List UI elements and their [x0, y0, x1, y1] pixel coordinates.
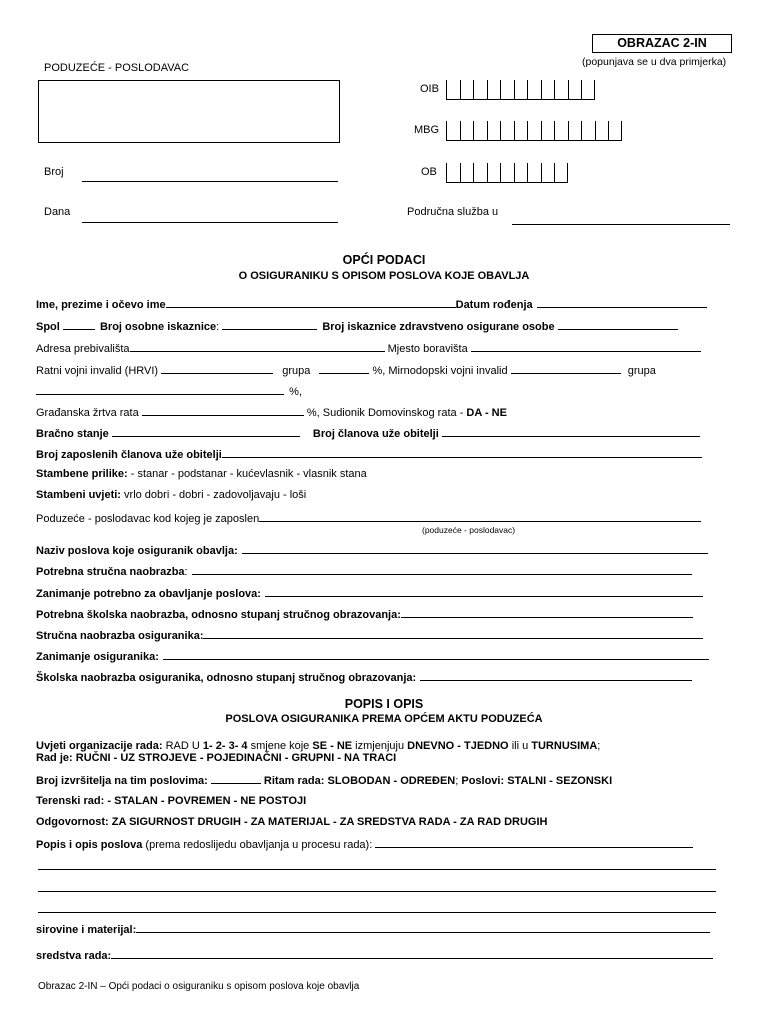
sirovine-label: sirovine i materijal: — [36, 924, 137, 936]
poduzece-field[interactable] — [259, 511, 701, 522]
zaposleni-field[interactable] — [222, 447, 702, 458]
section2-title: POPIS I OPIS — [344, 697, 424, 711]
form-code: OBRAZAC 2-IN — [617, 36, 707, 50]
poslovi-sep: ; — [455, 775, 459, 787]
rad-u: RAD U — [165, 740, 200, 752]
odgovornost-value[interactable]: ZA SIGURNOST DRUGIH - ZA MATERIJAL - ZA SREDSTVA RADA - ZA RAD DRUGIH — [111, 816, 548, 828]
boraviste-field[interactable] — [471, 341, 701, 352]
pct1-label: %, Mirnodopski vojni invalid — [372, 365, 508, 377]
ili-u: ili u — [511, 740, 529, 752]
skolska-osig-label: Školska naobrazba osiguranika, odnosno stupanj stručnog obrazovanja: — [36, 672, 417, 684]
spol-field[interactable] — [63, 319, 95, 330]
bracno-label: Bračno stanje — [36, 428, 109, 440]
datum-field[interactable] — [537, 297, 707, 308]
popis-field[interactable] — [375, 837, 693, 848]
row-terenski — [36, 795, 306, 807]
osobna-field[interactable] — [222, 319, 317, 330]
zanimanje-osig-field[interactable] — [163, 649, 709, 660]
dnevno-tjedno[interactable]: DNEVNO - TJEDNO — [407, 740, 509, 752]
adresa-label: Adresa prebivališta — [36, 343, 130, 355]
datum-label: Datum rođenja — [455, 299, 533, 311]
civil-label: Građanska žrtva rata — [36, 407, 139, 419]
uvjeti-rada-label: Uvjeti organizacije rada: — [36, 740, 163, 752]
zaposleni-label: Broj zaposlenih članova uže obitelji — [36, 449, 222, 461]
osobna-colon: : — [216, 321, 220, 333]
poduzece-note: (poduzeće - poslodavac) — [422, 525, 516, 535]
rvi-field[interactable] — [161, 363, 273, 374]
strucna-osig-field[interactable] — [203, 628, 703, 639]
potrebna-skolska-label: Potrebna školska naobrazba, odnosno stupanj stručnog obrazovanja: — [36, 609, 401, 621]
row-skolska-osig — [36, 670, 692, 684]
grupa2-field[interactable] — [36, 384, 284, 395]
bracno-field[interactable] — [112, 426, 300, 437]
row-potrebna-strucna — [36, 564, 692, 578]
popis-line-3[interactable] — [38, 912, 716, 913]
osobna-label: Broj osobne iskaznice — [99, 321, 217, 333]
ime-label: Ime, prezime i očevo ime — [36, 299, 166, 311]
row-ime — [36, 297, 707, 311]
poslovi-value[interactable]: STALNI - SEZONSKI — [507, 775, 613, 787]
mvi-field[interactable] — [511, 363, 621, 374]
terenski-value[interactable]: - STALAN - POVREMEN - NE POSTOJI — [107, 795, 307, 807]
copies-note: (popunjava se u dva primjerka) — [582, 56, 727, 68]
naziv-field[interactable] — [242, 543, 708, 554]
row-spol — [36, 319, 678, 333]
row-stambene — [36, 468, 367, 480]
row-popis — [36, 837, 693, 851]
row-uvjeti — [36, 489, 306, 501]
uvjeti-label: Stambeni uvjeti: — [36, 489, 121, 501]
izvrsitelja-label: Broj izvršitelja na tim poslovima: — [36, 775, 208, 787]
row-uvjeti-rada — [36, 740, 600, 752]
row-izvrsitelja — [36, 773, 612, 787]
civil-field[interactable] — [142, 405, 304, 416]
oib-label: OIB — [420, 83, 439, 95]
semicolon: ; — [597, 740, 601, 752]
turnusima[interactable]: TURNUSIMA — [531, 740, 598, 752]
poduzece-label: Poduzeće - poslodavac kod kojeg je zaposlen — [36, 513, 260, 525]
ime-field[interactable] — [166, 297, 456, 308]
dana-label: Dana — [44, 206, 71, 218]
row-strucna-osig — [36, 628, 703, 642]
zdravstvena-label: Broj iskaznice zdravstveno osigurane osobe — [322, 321, 555, 333]
potrebna-strucna-colon: : — [184, 566, 188, 578]
zanimanje-osig-label: Zanimanje osiguranika: — [36, 651, 159, 663]
rad-je-label: Rad je: — [36, 752, 73, 764]
zanimanje-potrebno-field[interactable] — [265, 586, 703, 597]
izvrsitelja-field[interactable] — [211, 773, 261, 784]
boraviste-label: Mjesto boravišta — [387, 343, 468, 355]
row-civil — [36, 405, 507, 419]
strucna-osig-label: Stručna naobrazba osiguranika: — [36, 630, 204, 642]
section2-subtitle: POSLOVA OSIGURANIKA PREMA OPĆEM AKTU PODUZEĆA — [225, 713, 543, 725]
office-field[interactable] — [512, 224, 730, 225]
sudionik-da-ne[interactable]: DA - NE — [466, 407, 507, 419]
broj-label: Broj — [44, 166, 64, 178]
dana-field[interactable] — [82, 222, 338, 223]
potrebna-strucna-label: Potrebna stručna naobrazba — [36, 566, 185, 578]
sudionik-label: %, Sudionik Domovinskog rata - — [306, 407, 464, 419]
employer-box[interactable] — [38, 80, 340, 143]
broj-field[interactable] — [82, 181, 338, 182]
smjene-nums[interactable]: 1- 2- 3- 4 — [202, 740, 248, 752]
ob-label: OB — [421, 166, 437, 178]
se-ne[interactable]: SE - NE — [312, 740, 353, 752]
row-rad-je — [36, 752, 396, 764]
potrebna-skolska-field[interactable] — [401, 607, 693, 618]
stambene-value[interactable]: - stanar - podstanar - kućevlasnik - vlasnik stana — [130, 468, 367, 480]
rad-je-value[interactable]: RUČNI - UZ STROJEVE - POJEDINAČNI - GRUPNI - NA TRACI — [75, 752, 397, 764]
oib-boxes[interactable] — [446, 80, 595, 100]
sredstva-field[interactable] — [111, 948, 713, 959]
ritam-label: Ritam rada: — [263, 775, 325, 787]
popis-note: (prema redoslijedu obavljanja u procesu rada): — [145, 839, 373, 851]
form-code-box — [592, 34, 732, 53]
sirovine-field[interactable] — [136, 922, 710, 933]
mbg-label: MBG — [414, 124, 440, 136]
clanovi-label: Broj članova uže obitelji — [312, 428, 439, 440]
zanimanje-potrebno-label: Zanimanje potrebno za obavljanje poslova: — [36, 588, 261, 600]
ritam-value[interactable]: SLOBODAN - ODREĐEN — [327, 775, 456, 787]
stambene-label: Stambene prilike: — [36, 468, 128, 480]
footer-text: Obrazac 2-IN – Opći podaci o osiguraniku s opisom poslova koje obavlja — [38, 981, 360, 992]
rvi-label: Ratni vojni invalid (HRVI) — [36, 365, 159, 377]
popis-line-1[interactable] — [38, 869, 716, 870]
potrebna-strucna-field[interactable] — [192, 564, 692, 575]
office-label: Područna služba u — [407, 206, 499, 218]
row-sredstva — [36, 948, 713, 962]
terenski-label: Terenski rad: — [36, 795, 105, 807]
row-zaposleni — [36, 447, 702, 461]
smjene: smjene koje — [250, 740, 310, 752]
izmjenjuju: izmjenjuju — [355, 740, 405, 752]
row-naziv — [36, 543, 708, 557]
section1-subtitle: O OSIGURANIKU S OPISOM POSLOVA KOJE OBAVLJA — [238, 270, 530, 282]
skolska-osig-field[interactable] — [420, 670, 692, 681]
popis-label: Popis i opis poslova — [36, 839, 143, 851]
odgovornost-label: Odgovornost: — [36, 816, 109, 828]
poslovi-label: Poslovi: — [461, 775, 505, 787]
grupa1-label: grupa — [282, 365, 311, 377]
employer-label: PODUZEĆE - POSLODAVAC — [44, 62, 190, 74]
popis-line-2[interactable] — [38, 891, 716, 892]
row-bracno — [36, 426, 700, 440]
mbg-boxes[interactable] — [446, 121, 622, 141]
zdravstvena-field[interactable] — [558, 319, 678, 330]
row-sirovine — [36, 922, 710, 936]
section1-title: OPĆI PODACI — [342, 253, 426, 267]
uvjeti-value[interactable]: vrlo dobri - dobri - zadovoljavaju - loši — [124, 489, 307, 501]
row-rvi — [36, 363, 656, 377]
adresa-field[interactable] — [130, 341, 385, 352]
row-adresa — [36, 341, 701, 355]
row-odgovornost — [36, 816, 548, 828]
grupa1-field[interactable] — [319, 363, 369, 374]
row-zanimanje-potrebno — [36, 586, 703, 600]
pct2-label: %, — [289, 386, 302, 398]
naziv-label: Naziv poslova koje osiguranik obavlja: — [36, 545, 238, 557]
grupa2-label: grupa — [627, 365, 656, 377]
ob-boxes[interactable] — [446, 163, 568, 183]
row-zanimanje-osig — [36, 649, 709, 663]
row-poduzece — [36, 511, 701, 525]
row-grupa2 — [36, 384, 302, 398]
spol-label: Spol — [36, 321, 60, 333]
clanovi-field[interactable] — [442, 426, 700, 437]
row-potrebna-skolska — [36, 607, 693, 621]
sredstva-label: sredstva rada: — [36, 950, 112, 962]
